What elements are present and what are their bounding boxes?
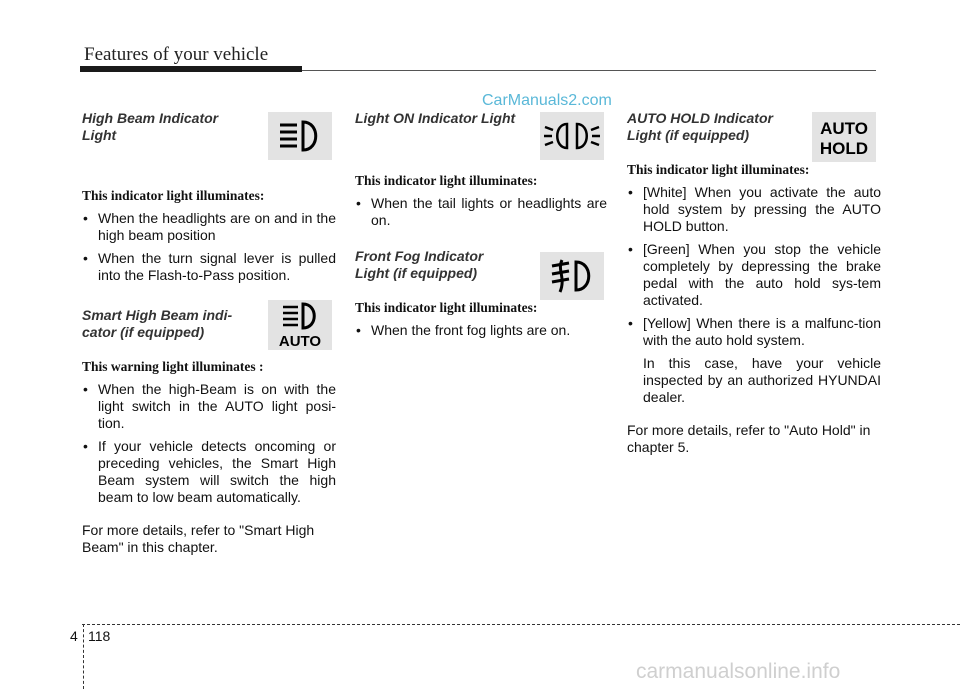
list-item: • When the front fog lights are on. bbox=[356, 322, 571, 338]
auto-hold-subnote: In this case, have your vehicle inspected by an authorized HYUNDAI dealer. bbox=[643, 355, 881, 405]
high-beam-bullets bbox=[82, 210, 336, 284]
high-beam-lead: This indicator light illuminates: bbox=[82, 188, 265, 203]
front-fog-title: Front Fog Indicator Light (if equipped) bbox=[355, 248, 484, 281]
smart-high-beam-bullets bbox=[82, 381, 336, 506]
auto-hold-bullets bbox=[627, 184, 881, 349]
watermark-top: CarManuals2.com bbox=[482, 92, 612, 109]
footer-rule bbox=[82, 624, 960, 625]
auto-hold-lead: This indicator light illuminates: bbox=[627, 162, 810, 177]
svg-text:AUTO: AUTO bbox=[820, 119, 868, 138]
list-item: • [Green] When you stop the vehicle completely by depressing the brake pedal with the auto hold sys-tem activated. bbox=[628, 241, 881, 308]
header-rule bbox=[302, 70, 876, 71]
auto-hold-note: For more details, refer to "Auto Hold" in chapter 5. bbox=[627, 422, 871, 455]
watermark-bottom: carmanualsonline.info bbox=[636, 660, 841, 683]
column-left bbox=[82, 110, 336, 556]
header-title: Features of your vehicle bbox=[84, 44, 269, 65]
header-bar bbox=[80, 66, 302, 72]
list-item: • When the high-Beam is on with the light switch in the AUTO light posi-tion. bbox=[83, 381, 336, 431]
light-on-bullets bbox=[355, 195, 607, 229]
front-fog-bullets bbox=[355, 322, 607, 339]
list-item: • When the tail lights or headlights are on. bbox=[356, 195, 607, 228]
chapter-number: 4 bbox=[70, 628, 78, 644]
list-item: • [White] When you activate the auto hold system by pressing the AUTO HOLD button. bbox=[628, 184, 881, 234]
svg-text:AUTO: AUTO bbox=[278, 333, 322, 350]
svg-text:HOLD: HOLD bbox=[819, 139, 869, 158]
list-item: • When the turn signal lever is pulled into the Flash-to-Pass position. bbox=[83, 250, 336, 283]
column-middle bbox=[355, 110, 607, 345]
smart-high-beam-title: Smart High Beam indi- cator (if equipped) bbox=[82, 307, 233, 340]
light-on-title: Light ON Indicator Light bbox=[355, 110, 516, 126]
list-item: • When the headlights are on and in the high beam position bbox=[83, 210, 336, 243]
list-item: • [Yellow] When there is a malfunc-tion with the auto hold system. bbox=[628, 315, 881, 348]
light-on-lead: This indicator light illuminates: bbox=[355, 173, 538, 188]
high-beam-title: High Beam Indicator Light bbox=[82, 110, 219, 143]
smart-high-beam-note: For more details, refer to "Smart High Beam" in this chapter. bbox=[82, 522, 315, 555]
list-item: • If your vehicle detects oncoming or preceding vehicles, the Smart High Beam system will switch the high beam to low beam automatically. bbox=[83, 438, 336, 505]
column-right bbox=[627, 110, 881, 456]
front-fog-lead: This indicator light illuminates: bbox=[355, 300, 538, 315]
auto-hold-title: AUTO HOLD Indicator Light (if equipped) bbox=[627, 110, 773, 143]
footer-divider bbox=[83, 624, 84, 689]
page-number: 118 bbox=[88, 628, 111, 644]
smart-high-beam-lead: This warning light illuminates : bbox=[82, 359, 264, 374]
